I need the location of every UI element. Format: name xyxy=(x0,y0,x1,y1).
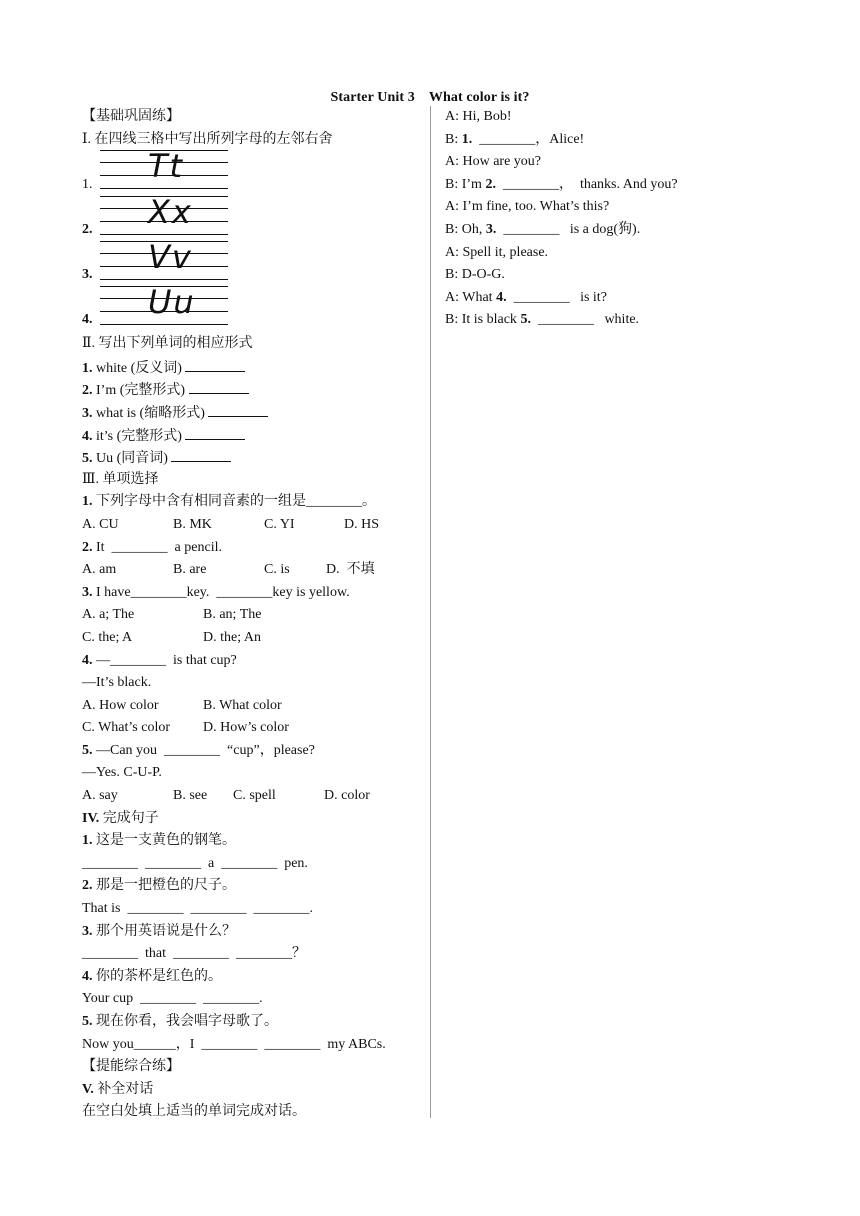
blank-num: 4. xyxy=(496,289,507,305)
item-num: 1. xyxy=(82,360,93,376)
heading-num: IV. xyxy=(82,810,100,826)
answer-blank[interactable] xyxy=(185,424,245,440)
speaker-text-after: ________ is a dog(狗). xyxy=(496,221,641,237)
part2-item-2 xyxy=(82,378,422,401)
grid-num-3: 3. xyxy=(82,267,93,282)
item-text: Uu (同音词) xyxy=(92,451,172,467)
answer-blank[interactable] xyxy=(208,401,268,417)
dialogue-line-5 xyxy=(445,196,775,219)
option-c[interactable]: C. What’s color xyxy=(82,720,171,736)
item-num: 1. xyxy=(82,833,93,849)
part4-item-1-cn xyxy=(82,830,422,853)
page-title: Starter Unit 3 What color is it? xyxy=(330,90,530,105)
q4-answer: —It’s black. xyxy=(82,675,152,691)
speaker-text: B: Oh, xyxy=(445,221,486,237)
item-num: 4. xyxy=(82,428,93,444)
part1-heading: Ⅰ. 在四线三格中写出所列字母的左邻右舍 xyxy=(82,131,333,147)
part2-item-5 xyxy=(82,446,422,469)
q-text: 下列字母中含有相同音素的一组是________。 xyxy=(92,494,376,510)
dialogue-line-4[interactable] xyxy=(445,174,775,197)
q2 xyxy=(82,537,422,560)
option-d[interactable]: D. color xyxy=(324,788,370,804)
item-num: 5. xyxy=(82,1014,93,1029)
speaker-text: A: Spell it, please. xyxy=(445,244,549,260)
item-text: it’s (完整形式) xyxy=(92,428,186,444)
item-text: white (反义词) xyxy=(92,360,186,376)
q-num: 1. xyxy=(82,494,93,510)
part2-item-4 xyxy=(82,424,422,447)
q3 xyxy=(82,582,422,605)
letter-pair: Uu xyxy=(148,283,196,321)
four-line-grid-3[interactable] xyxy=(100,238,228,287)
speaker-text: A: I’m fine, too. What’s this? xyxy=(445,199,610,215)
item-text: what is (缩略形式) xyxy=(92,405,209,421)
item-num: 5. xyxy=(82,451,93,467)
dialogue-line-2[interactable] xyxy=(445,129,775,152)
dialogue-line-7 xyxy=(445,242,775,265)
q-num: 3. xyxy=(82,584,93,600)
speaker-text-after: ________，Alice! xyxy=(472,131,585,147)
answer-blank[interactable] xyxy=(185,356,245,372)
blank-num: 3. xyxy=(485,221,497,237)
section-advanced: 【提能综合练】 xyxy=(82,1059,180,1075)
q5-answer: —Yes. C-U-P. xyxy=(82,765,162,781)
q-num: 2. xyxy=(82,539,93,555)
heading-text: 完成句子 xyxy=(99,810,159,826)
q-text: —Can you ________ “cup”，please? xyxy=(92,742,315,758)
speaker-text: B: I’m xyxy=(445,176,486,192)
speaker-text-after: ________， thanks. And you? xyxy=(495,176,678,192)
option-a[interactable]: A. CU xyxy=(82,516,119,532)
option-a[interactable]: A. say xyxy=(82,788,118,804)
dialogue-line-9[interactable] xyxy=(445,287,775,310)
dialogue-line-6[interactable] xyxy=(445,219,775,242)
q3-options-cd xyxy=(82,627,422,650)
heading-text: 补全对话 xyxy=(93,1081,154,1097)
q2-options xyxy=(82,559,422,582)
part5-heading xyxy=(82,1079,422,1102)
option-d[interactable]: D. HS xyxy=(344,516,380,532)
option-b[interactable]: B. are xyxy=(173,562,207,578)
part2-item-3 xyxy=(82,401,422,424)
blank-num: 5. xyxy=(520,312,531,328)
four-line-grid-4[interactable] xyxy=(100,283,228,332)
column-divider xyxy=(430,106,431,1118)
option-d[interactable]: D. How’s color xyxy=(203,720,289,736)
speaker-text: A: How are you? xyxy=(445,154,542,170)
option-d[interactable]: D. the; An xyxy=(203,629,261,645)
item-cn: 你的茶杯是红色的。 xyxy=(92,968,222,984)
item-num: 2. xyxy=(82,878,93,894)
q3-options-ab xyxy=(82,604,422,627)
q-num: 4. xyxy=(82,652,93,668)
part4-item-5-en[interactable]: Now you______，I ________ ________ my ABCs. xyxy=(82,1036,386,1052)
part2-heading: Ⅱ. 写出下列单词的相应形式 xyxy=(82,336,253,352)
speaker-text: B: It is black xyxy=(445,312,521,328)
option-a[interactable]: A. How color xyxy=(82,697,159,713)
q4-options-cd xyxy=(82,717,422,740)
item-num: 4. xyxy=(82,968,93,984)
option-b[interactable]: B. an; The xyxy=(203,607,262,623)
answer-blank[interactable] xyxy=(189,378,249,394)
part4-heading xyxy=(82,808,422,831)
option-c[interactable]: C. is xyxy=(264,562,290,578)
option-c[interactable]: C. the; A xyxy=(82,629,133,645)
option-d[interactable]: D. 不填 xyxy=(326,562,375,578)
dialogue-line-1 xyxy=(445,106,775,129)
grid-num-2: 2. xyxy=(82,222,93,237)
speaker-text-after: ________ white. xyxy=(530,312,640,328)
letter-pair: Xx xyxy=(148,193,193,231)
blank-num: 1. xyxy=(461,131,473,147)
q-text: I have________key. ________key is yellow. xyxy=(92,584,350,600)
option-c[interactable]: C. YI xyxy=(264,516,295,532)
section-basic: 【基础巩固练】 xyxy=(82,109,180,124)
option-b[interactable]: B. What color xyxy=(203,697,282,713)
dialogue-line-8 xyxy=(445,264,775,287)
part4-item-2-en[interactable]: That is ________ ________ ________. xyxy=(82,901,313,917)
option-a[interactable]: A. am xyxy=(82,562,117,578)
part2-item-1 xyxy=(82,356,422,379)
letter-pair: Tt xyxy=(148,147,185,185)
q4-options-ab xyxy=(82,695,422,718)
option-c[interactable]: C. spell xyxy=(233,788,276,804)
part4-item-4-cn xyxy=(82,966,422,989)
heading-num: V. xyxy=(82,1081,94,1097)
part5-instruction: 在空白处填上适当的单词完成对话。 xyxy=(82,1104,306,1120)
item-num: 3. xyxy=(82,405,93,421)
four-line-grid-2[interactable] xyxy=(100,193,228,242)
q-text: It ________ a pencil. xyxy=(92,539,222,555)
item-cn: 这是一支黄色的钢笔。 xyxy=(92,833,236,849)
part4-item-3-en[interactable]: ________ that ________ ________？ xyxy=(82,946,306,962)
q-num: 5. xyxy=(82,742,93,758)
letter-pair: Vv xyxy=(148,238,193,276)
speaker-text: A: Hi, Bob! xyxy=(445,109,512,124)
item-num: 3. xyxy=(82,923,93,939)
speaker-text: A: What xyxy=(445,289,497,305)
item-num: 2. xyxy=(82,383,93,399)
part4-item-2-cn xyxy=(82,875,422,898)
option-b[interactable]: B. see xyxy=(173,788,208,804)
q4 xyxy=(82,650,422,673)
grid-num-4: 4. xyxy=(82,312,93,327)
item-cn: 那是一把橙色的尺子。 xyxy=(92,878,236,894)
q-text: —________ is that cup? xyxy=(92,652,237,668)
part4-item-4-en[interactable]: Your cup ________ ________. xyxy=(82,991,263,1007)
grid-num-1: 1. xyxy=(82,177,93,192)
option-a[interactable]: A. a; The xyxy=(82,607,135,623)
answer-blank[interactable] xyxy=(171,446,231,462)
dialogue-line-3 xyxy=(445,151,775,174)
item-text: I’m (完整形式) xyxy=(92,383,189,399)
speaker-text: B: xyxy=(445,131,462,147)
speaker-text-after: ________ is it? xyxy=(506,289,607,305)
q1 xyxy=(82,491,422,514)
item-cn: 现在你看，我会唱字母歌了。 xyxy=(92,1014,278,1029)
four-line-grid-1[interactable] xyxy=(100,147,228,196)
q1-options xyxy=(82,514,422,537)
part4-item-5-cn xyxy=(82,1011,422,1034)
part4-item-3-cn xyxy=(82,921,422,944)
right-column xyxy=(445,106,775,332)
option-b[interactable]: B. MK xyxy=(173,516,212,532)
speaker-text: B: D-O-G. xyxy=(445,267,505,283)
blank-num: 2. xyxy=(485,176,496,192)
part4-item-1-en[interactable]: ________ ________ a ________ pen. xyxy=(82,855,308,871)
item-cn: 那个用英语说是什么？ xyxy=(92,923,236,939)
q5 xyxy=(82,740,422,763)
q5-options xyxy=(82,785,422,808)
part3-heading: Ⅲ. 单项选择 xyxy=(82,471,159,487)
dialogue-line-10[interactable] xyxy=(445,309,775,332)
